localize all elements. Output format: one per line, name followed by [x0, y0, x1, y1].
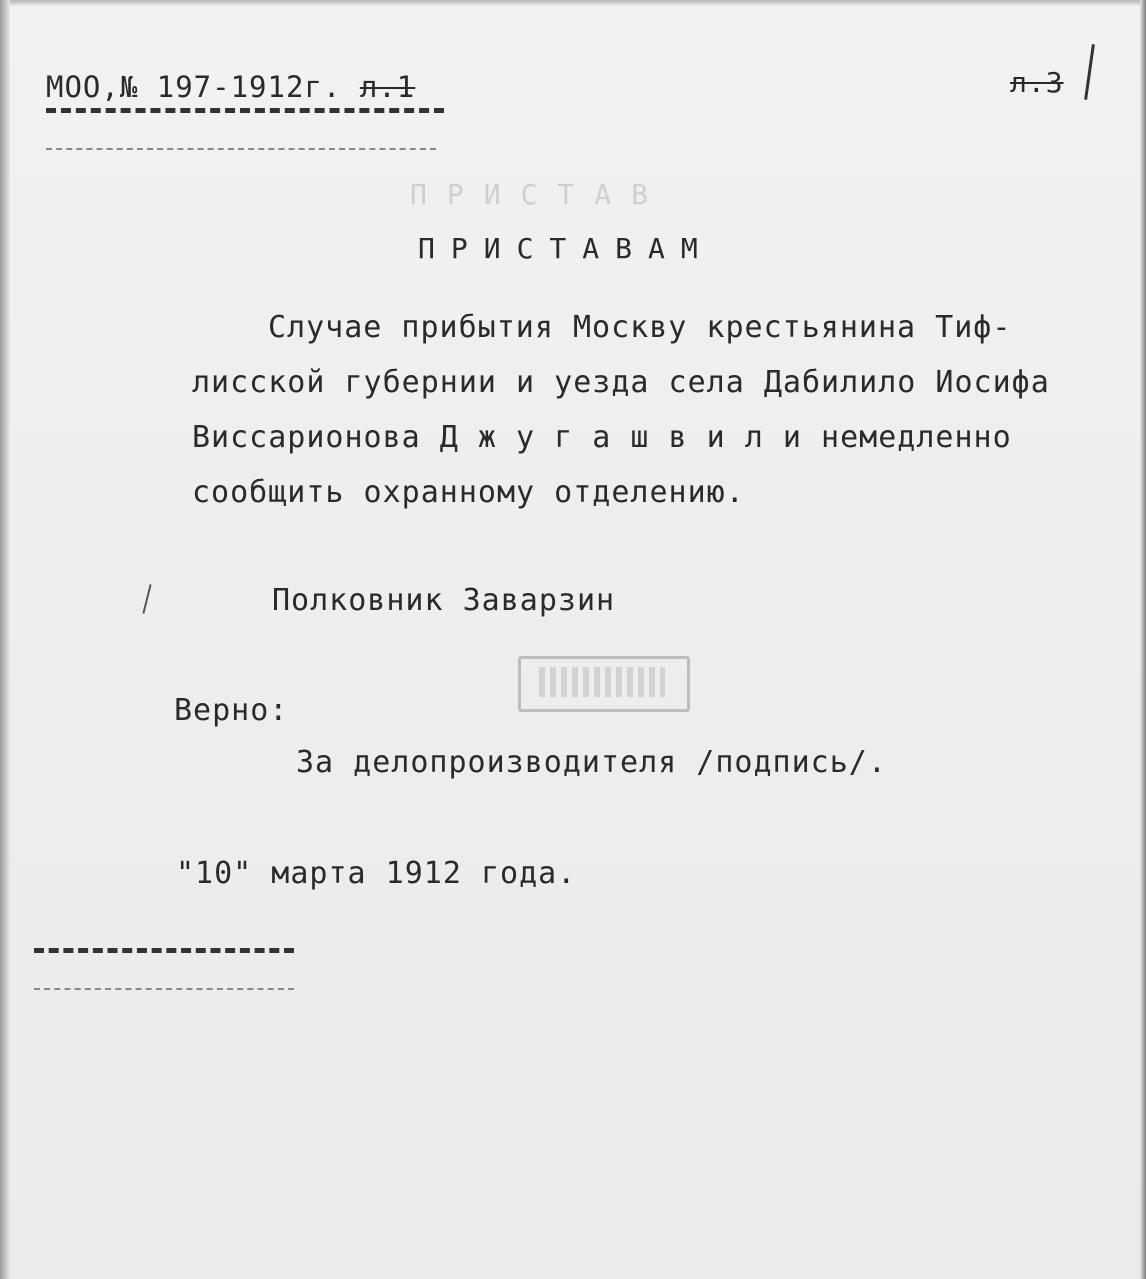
- page-edge-top: [0, 0, 1146, 6]
- separator-dashes-faint: [46, 148, 436, 150]
- closing-dashes-faint: [34, 988, 294, 990]
- handwritten-mark: [1084, 44, 1095, 100]
- page-edge-left: [0, 0, 10, 1279]
- reference-code: МОО,№ 197-1912г.: [46, 70, 342, 104]
- archive-stamp: [518, 656, 690, 712]
- body-line: лисской губернии и уезда села Дабилило Иосифа: [192, 365, 1050, 400]
- closing-dashes: [34, 948, 294, 953]
- separator-dashes: [46, 108, 444, 113]
- document-heading: ПРИСТАВАМ: [418, 232, 714, 265]
- reference-number: [46, 70, 415, 104]
- margin-mark: [142, 584, 151, 614]
- certification-line: За делопроизводителя /подпись/.: [296, 745, 887, 780]
- body-line: Случае прибытия Москву крестьянина Тиф-: [268, 310, 1012, 345]
- body-line: сообщить охранному отделению.: [192, 475, 745, 510]
- body-line: Виссарионова Д ж у г а ш в и л и немедленно: [192, 420, 1012, 455]
- reference-sheet: л.1: [359, 70, 416, 104]
- signature-line: Полковник Заварзин: [272, 583, 616, 618]
- sheet-number: л.3: [1010, 66, 1064, 99]
- page-edge-right: [1140, 0, 1146, 1279]
- bleed-through-heading: ПРИСТАВ: [410, 178, 669, 211]
- certification-label: Верно:: [174, 693, 289, 728]
- document-date: "10" марта 1912 года.: [176, 856, 577, 891]
